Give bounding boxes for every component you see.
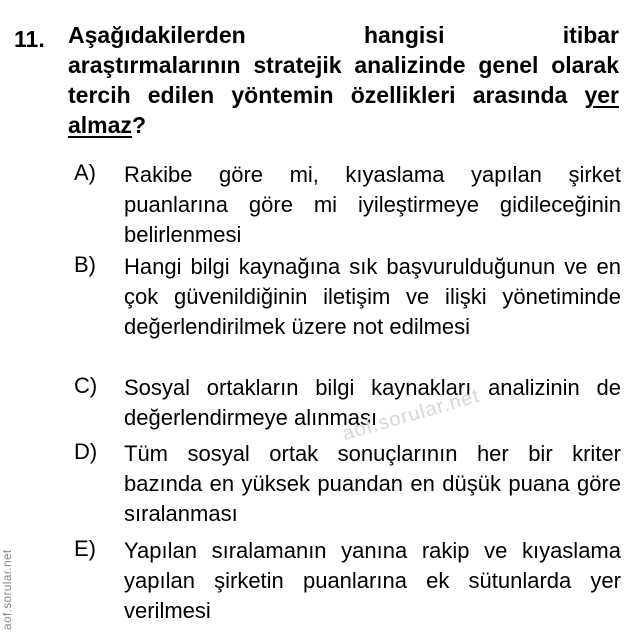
question-mark: ? <box>131 112 146 138</box>
option-a-letter: A) <box>74 160 96 185</box>
side-watermark: aof.sorular.net <box>0 549 14 630</box>
underlined-word-yer: yer <box>584 82 619 108</box>
option-d-letter: D) <box>74 439 98 464</box>
option-b-text: Hangi bilgi kaynağına sık başvurulduğunun ve en çok güvenildiğinin iletişim ve ilişki yönetiminde değerlendirilmek üzere not edilmesi <box>124 254 621 339</box>
underlined-word-almaz: almaz <box>68 112 132 138</box>
center-watermark: aof.sorular.net <box>340 384 483 446</box>
question-number: 11. <box>14 26 45 52</box>
question-stem-line-1: Aşağıdakilerden hangisi itibar <box>68 22 619 48</box>
option-d-text: Tüm sosyal ortak sonuçlarının her bir kriter bazında en yüksek puandan en düşük puana göre sıralanması <box>124 441 621 526</box>
option-e-letter: E) <box>74 536 96 561</box>
question-stem-rest: araştırmalarının stratejik analizinde genel olarak tercih edilen yöntemin özellikleri arasında <box>68 52 619 108</box>
option-e-text: Yapılan sıralamanın yanına rakip ve kıyaslama yapılan şirketin puanlarına ek sütunlarda yer verilmesi <box>124 538 621 623</box>
option-c-letter: C) <box>74 373 98 398</box>
option-c-text: Sosyal ortakların bilgi kaynakları analizinin de değerlendirmeye alınması <box>124 375 621 430</box>
option-b-letter: B) <box>74 252 96 277</box>
option-a-text: Rakibe göre mi, kıyaslama yapılan şirket puanlarına göre mi iyileştirmeye gidileceğinin belirlenmesi <box>124 162 621 247</box>
